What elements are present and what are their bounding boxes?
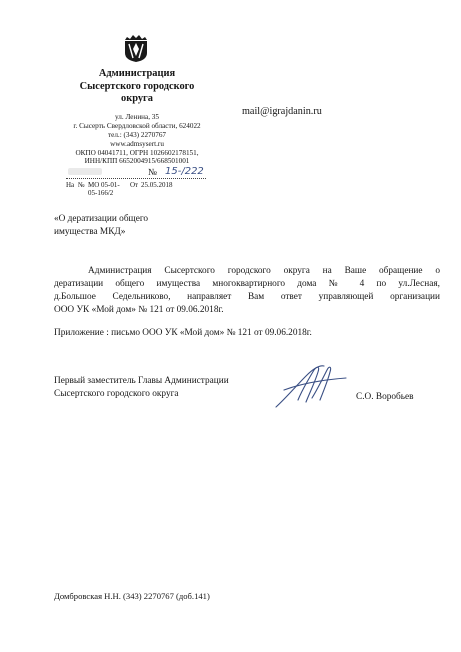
coat-of-arms-icon xyxy=(122,31,150,63)
body-paragraph-line: дератизации общего имущества многоквартирного дома № 4 по ул.Лесная, xyxy=(54,279,440,289)
recipient-email: mail@igrajdanin.ru xyxy=(242,106,322,117)
subject-line: имущества МКД» xyxy=(54,227,126,237)
org-name-line-3: округа xyxy=(121,93,153,104)
body-paragraph-line: Администрация Сысертского городского округа на Ваше обращение о xyxy=(88,266,440,276)
handwritten-signature-icon xyxy=(272,360,352,410)
signatory-name: С.О. Воробьев xyxy=(356,392,414,402)
registration-line xyxy=(66,178,206,179)
reference-number-label: № xyxy=(78,181,85,189)
address-line: ОКПО 04041711, ОГРН 1026602178151, xyxy=(75,149,199,157)
body-paragraph-line: ООО УК «Мой дом» № 121 от 09.06.2018г. xyxy=(54,305,224,315)
address-line: ул. Ленина, 35 xyxy=(115,113,159,121)
address-line: г. Сысерть Свердловской области, 624022 xyxy=(73,122,201,130)
reference-number: МО 05-01-05-166/2 xyxy=(88,181,120,197)
outgoing-number: 15-/222 xyxy=(165,166,204,177)
executor-contact: Домбровская Н.Н. (343) 2270767 (доб.141) xyxy=(54,591,210,601)
blurred-date-stamp xyxy=(68,168,102,175)
signatory-position: Первый заместитель Главы Администрации xyxy=(54,376,229,386)
address-line: www.admsysert.ru xyxy=(110,140,164,148)
address-line: тел.: (343) 2270767 xyxy=(107,131,167,139)
org-name-line-1: Администрация xyxy=(98,68,176,79)
reference-date-label: От xyxy=(130,181,139,189)
subject-line: «О дератизации общего xyxy=(54,214,149,224)
signatory-position: Сысертского городского округа xyxy=(54,389,179,399)
attachment-note: Приложение : письмо ООО УК «Мой дом» № 121 от 09.06.2018г. xyxy=(54,328,312,338)
org-name-line-2: Сысертского городского xyxy=(79,80,195,92)
address-line: ИНН/КПП 6652004915/668501001 xyxy=(84,157,190,165)
body-paragraph-line: д.Большое Седельниково, направляет Вам ответ управляющей организации xyxy=(54,292,440,302)
reference-date: 25.05.2018 xyxy=(141,181,173,189)
reference-prefix: На xyxy=(66,181,75,189)
outgoing-number-label: № xyxy=(148,168,157,178)
